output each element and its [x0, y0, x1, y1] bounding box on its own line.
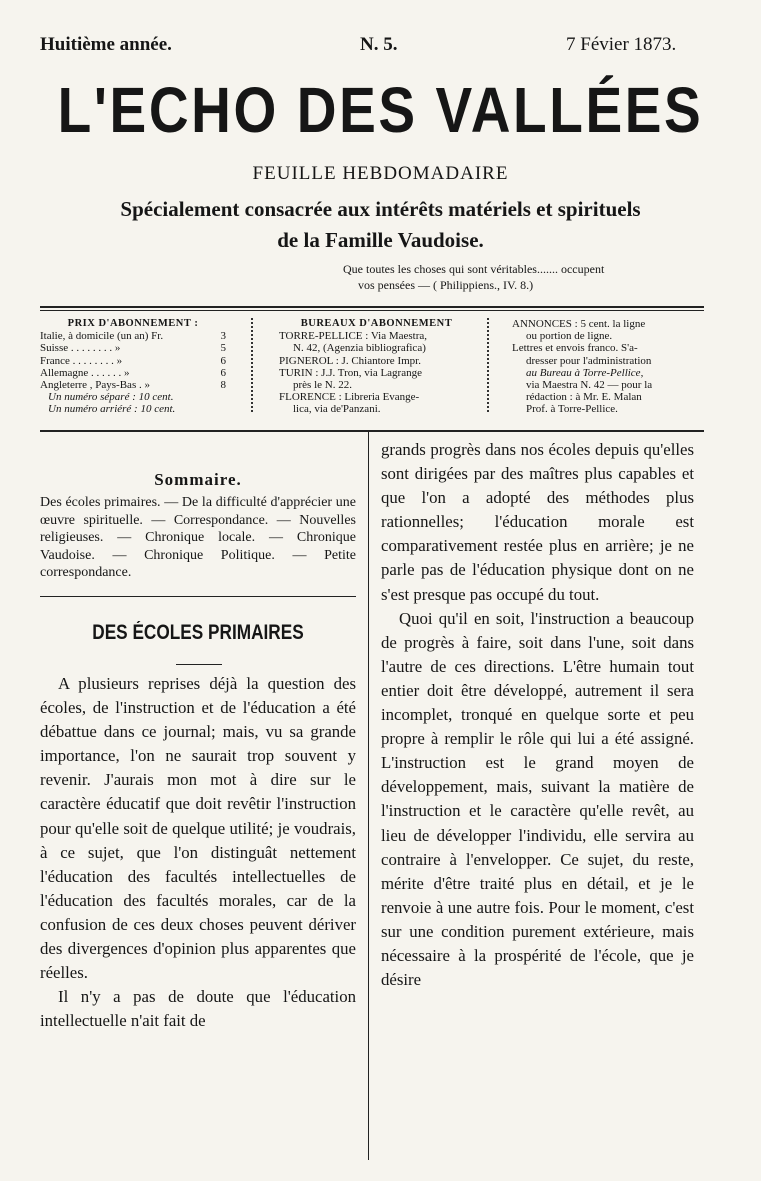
sommaire-rule: [40, 596, 356, 597]
tagline-line-2: de la Famille Vaudoise.: [277, 228, 484, 252]
column-divider: [368, 432, 369, 1160]
prix-row: Angleterre , Pays-Bas . » 8: [40, 379, 226, 392]
annonces-line: Lettres et envois franco. S'a-: [512, 342, 638, 355]
bottom-info-rule: [40, 430, 704, 432]
annonces-line: ou portion de ligne.: [526, 330, 613, 343]
article-paragraph: Il n'y a pas de doute que l'éducation intellectuelle n'ait fait de: [40, 987, 356, 1031]
tagline-line-1: Spécialement consacrée aux intérêts matériels et spirituels: [120, 197, 641, 221]
bureaux-line: lica, via de'Panzani.: [293, 403, 381, 416]
article-paragraph: Quoi qu'il en soit, l'instruction a beaucoup de progrès à faire, soit dans l'une, soit dans l'autre de ces directions. L'être humain tout entier doit être développé, autrement il sera incomplet, tronqué en quelque sorte et peu propre à remplir le rôle qui lui a été assigné. L'instruction est le grand moyen de développement, mais, suivant la matière de l'instruction et le caractère qu'elle revêt, au lieu de développer l'individu, elle servira au contraire à l'envelopper. Ce sujet, du reste, mérite d'être traité plus en détail, et je le renvoie à une autre fois. Pour le moment, c'est sur une condition purement extérieure, mais nécessaire à la prospérité de l'école, que je désire: [381, 608, 694, 990]
top-info-rule-thin: [40, 310, 704, 311]
prix-row: France . . . . . . . . » 6: [40, 354, 226, 367]
bureaux-line: FLORENCE : Libreria Evange-: [279, 391, 420, 404]
bureaux-line: TURIN : J.J. Tron, via Lagrange: [279, 366, 422, 379]
article-column-left: [40, 672, 356, 1033]
prix-row: Italie, à domicile (un an) Fr. 3: [40, 330, 226, 343]
prix-row: Allemagne . . . . . . » 6: [40, 366, 226, 379]
issue-date: 7 Févier 1873.: [566, 34, 677, 55]
info-divider: [251, 318, 253, 412]
prix-note: Un numéro arriéré : 10 cent.: [48, 403, 176, 416]
article-paragraph: A plusieurs reprises déjà la question des écoles, de l'instruction et de l'éducation a été débattue dans ce journal; mais, vu sa grande importance, l'on ne saurait trop souvent y revenir. J'aurais mon mot à dire sur le caractère éducatif que doit revêtir l'instruction pour qu'elle soit de quelque utilité; je voudrais, à ce sujet, que l'on distinguât nettement l'éducation des facultés intellectuelles de l'éducation des facultés morales, car de la confusion de ces deux choses peuvent dériver des divergences d'opinion plus apparentes que réelles.: [40, 674, 356, 983]
issue-year: Huitième année.: [40, 34, 172, 55]
sommaire-text: Des écoles primaires. — De la difficulté d'apprécier une œuvre spirituelle. — Correspondance. — Nouvelles religieuses. — Chronique locale. — Chronique Vaudoise. — Chronique Politique. — Petite correspondance.: [40, 495, 356, 580]
epigraph-line-1: Que toutes les choses qui sont véritables....... occupent: [343, 262, 605, 276]
bureaux-title: BUREAUX D'ABONNEMENT: [300, 318, 453, 329]
bureaux-line: PIGNEROL : J. Chiantore Impr.: [279, 354, 421, 367]
annonces-line: dresser pour l'administration: [526, 354, 652, 367]
annonces-box: [512, 318, 704, 416]
annonces-line: rédaction : à Mr. E. Malan: [526, 391, 642, 404]
prix-row: Suisse . . . . . . . . » 5: [40, 342, 226, 355]
annonces-line: ANNONCES : 5 cent. la ligne: [512, 318, 646, 330]
info-divider: [487, 318, 489, 412]
article-paragraph: grands progrès dans nos écoles depuis qu'elles sont dirigées par des maîtres plus capables et que l'on a adopté des méthodes plus rationnelles; l'éducation morale est comparativement restée plus en arrière; je ne parle pas de l'éducation physique dont on ne s'est presque pas occupé du tout.: [381, 440, 694, 604]
prix-title: PRIX D'ABONNEMENT :: [67, 318, 199, 329]
bureaux-box: [279, 318, 474, 416]
top-info-rule: [40, 306, 704, 308]
subtitle: FEUILLE HEBDOMADAIRE: [252, 163, 509, 184]
annonces-line: Prof. à Torre-Pellice.: [526, 403, 618, 416]
annonces-line: via Maestra N. 42 — pour la: [526, 379, 653, 392]
bureaux-line: TORRE-PELLICE : Via Maestra,: [279, 330, 428, 343]
article-title: DES ÉCOLES PRIMAIRES: [92, 621, 304, 644]
article-column-right: [381, 438, 694, 992]
epigraph-line-2: vos pensées — ( Philippiens., IV. 8.): [358, 278, 534, 292]
sommaire-title: Sommaire.: [154, 470, 242, 489]
title-dash: [176, 664, 222, 665]
bureaux-line: N. 42, (Agenzia bibliografica): [293, 342, 426, 355]
issue-number: N. 5.: [360, 34, 398, 55]
prix-abonnement-box: [40, 318, 226, 416]
masthead-title: L'ECHO DES VALLÉES: [57, 74, 704, 146]
prix-note: Un numéro séparé : 10 cent.: [48, 391, 174, 404]
bureaux-line: près le N. 22.: [293, 379, 352, 392]
annonces-line: au Bureau à Torre-Pellice,: [526, 366, 644, 379]
